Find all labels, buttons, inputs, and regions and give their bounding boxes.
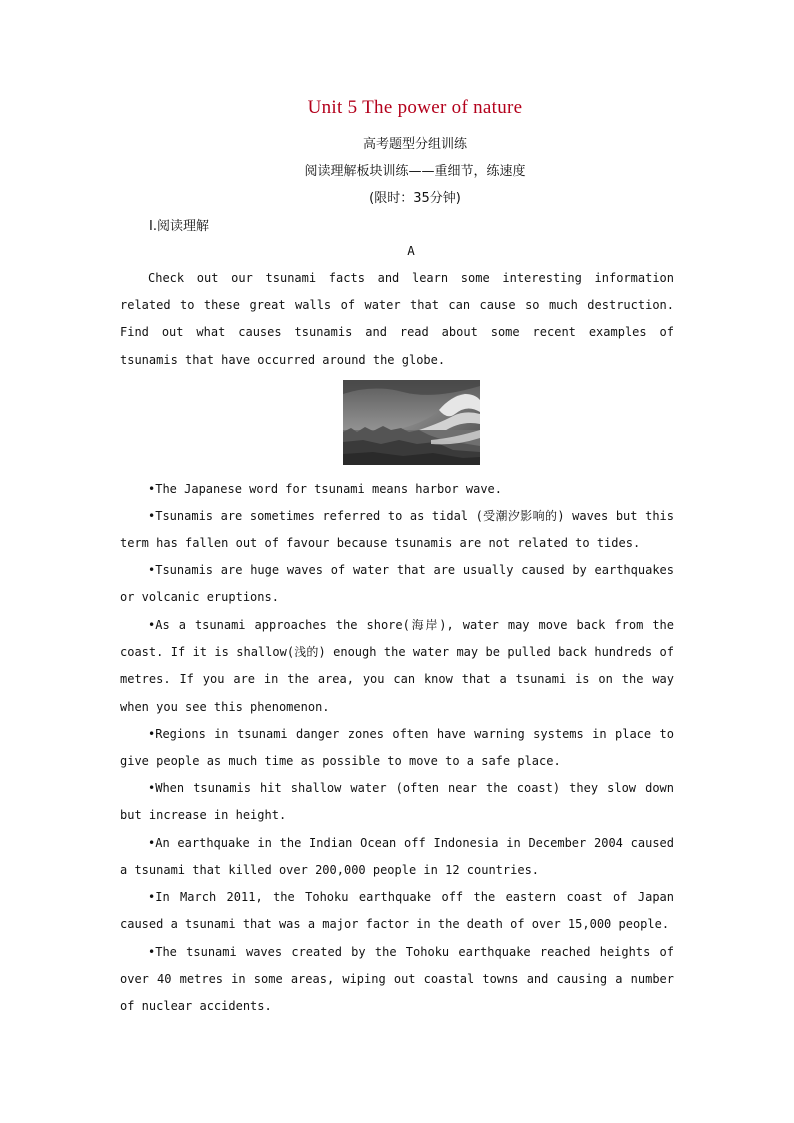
tsunami-wave-image bbox=[343, 380, 480, 465]
tsunami-photo bbox=[343, 380, 480, 465]
passage-intro: Check out our tsunami facts and learn some interesting information related to these great walls of water that can cause so much destruction. Find out what causes tsunamis and read about some recent examples of tsunamis that have occurred around the globe. bbox=[120, 271, 674, 367]
fact-item: •The tsunami waves created by the Tohoku earthquake reached heights of over 40 metres in some areas, wiping out coastal towns and causing a number of nuclear accidents. bbox=[120, 945, 674, 1014]
fact-item: •Tsunamis are sometimes referred to as tidal (受潮汐影响的) waves but this term has fallen out of favour because tsunamis are not related to tides. bbox=[120, 509, 674, 551]
passage-letter: A bbox=[407, 243, 415, 258]
exercise-type-heading: 高考题型分组训练 bbox=[362, 137, 467, 152]
time-limit: (限时：35分钟) bbox=[369, 191, 461, 206]
fact-item: •In March 2011, the Tohoku earthquake off the eastern coast of Japan caused a tsunami that was a major factor in the death of over 15,000 people. bbox=[120, 890, 674, 932]
fact-item: •Tsunamis are huge waves of water that are usually caused by earthquakes or volcanic eruptions. bbox=[120, 563, 674, 605]
fact-item: •An earthquake in the Indian Ocean off Indonesia in December 2004 caused a tsunami that killed over 200,000 people in 12 countries. bbox=[120, 836, 674, 878]
fact-item: •As a tsunami approaches the shore(海岸), water may move back from the coast. If it is shallow(浅的) enough the water may be pulled back hundreds of metres. If you are in the area, you can know that a tsunami is on the way when you see this phenomenon. bbox=[120, 618, 674, 714]
reading-section-heading: 阅读理解板块训练——重细节，练速度 bbox=[304, 164, 526, 179]
fact-item: •The Japanese word for tsunami means harbor wave. bbox=[148, 482, 503, 496]
section-label: Ⅰ.阅读理解 bbox=[149, 219, 209, 234]
fact-item: •When tsunamis hit shallow water (often near the coast) they slow down but increase in height. bbox=[120, 781, 674, 823]
fact-item: •Regions in tsunami danger zones often have warning systems in place to give people as much time as possible to move to a safe place. bbox=[120, 727, 674, 769]
unit-title: Unit 5 The power of nature bbox=[307, 97, 523, 118]
